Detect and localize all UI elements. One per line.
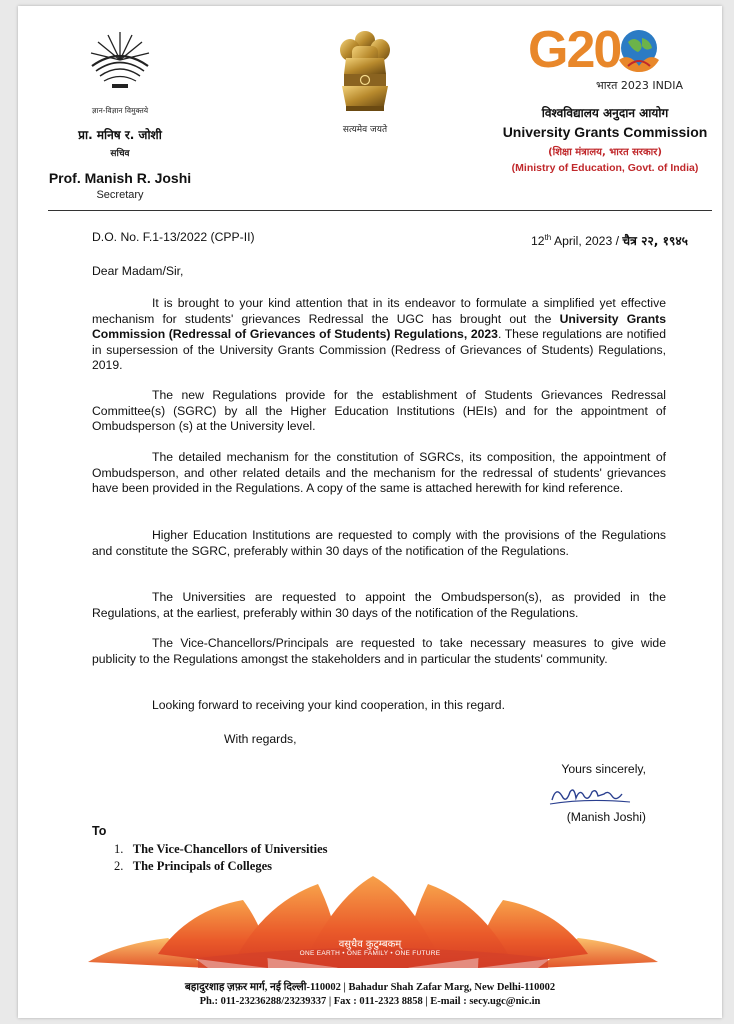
signatory-name: (Manish Joshi) bbox=[566, 810, 646, 824]
emblem-motto: ज्ञान-विज्ञान विमुक्तये bbox=[91, 106, 149, 115]
org-name-english: University Grants Commission bbox=[502, 124, 708, 140]
header-divider bbox=[48, 210, 712, 211]
signature-image bbox=[546, 782, 636, 808]
name-english: Prof. Manish R. Joshi bbox=[48, 170, 192, 186]
recipient-list bbox=[114, 842, 328, 876]
recipient-1: 1. The Vice-Chancellors of Universities bbox=[114, 842, 328, 856]
g20-logo bbox=[528, 20, 678, 80]
ministry-english: (Ministry of Education, Govt. of India) bbox=[511, 162, 699, 174]
letter-page bbox=[18, 6, 722, 1018]
letter-date: 12th April, 2023 / चैत्र २२, १९४५ bbox=[531, 233, 688, 249]
ministry-hindi: (शिक्षा मंत्रालय, भारत सरकार) bbox=[548, 147, 662, 158]
g20-wordmark: G20 bbox=[528, 21, 621, 79]
lotus-globe-icon bbox=[614, 26, 664, 76]
recipient-2: 2. The Principals of Colleges bbox=[114, 859, 272, 873]
designation-hindi: सचिव bbox=[110, 149, 130, 159]
paragraph-7: Looking forward to receiving your kind cooperation, in this regard. bbox=[152, 698, 505, 712]
closing: Yours sincerely, bbox=[561, 762, 646, 776]
salutation: Dear Madam/Sir, bbox=[92, 264, 184, 278]
to-label: To bbox=[92, 824, 107, 838]
footer-address: बहादुरशाह ज़फ़र मार्ग, नई दिल्ली-110002 | Bahadur Shah Zafar Marg, New Delhi-110002 bbox=[184, 982, 556, 993]
footer-motto-english: ONE EARTH • ONE FAMILY • ONE FUTURE bbox=[299, 950, 441, 957]
paragraph-2: The new Regulations provide for the establishment of Students Grievances Redressal Committee(s) (SGRC) by all the Higher Education Institutions (HEIs) and for the appointment of Ombudsperson (s) at the University level. bbox=[92, 388, 666, 434]
paragraph-5: The Universities are requested to appoint the Ombudsperson(s), as provided in the Regulations, at the earliest, preferably within 30 days of the notification of the Regulations. bbox=[92, 590, 666, 620]
footer-contact: Ph.: 011-23236288/23239337 | Fax : 011-2323 8858 | E-mail : secy.ugc@nic.in bbox=[199, 996, 541, 1007]
name-hindi: प्रा. मनिष र. जोशी bbox=[78, 128, 162, 142]
ugc-emblem-icon bbox=[84, 26, 156, 98]
footer-motto-hindi: वसुधैव कुटुम्बकम् bbox=[338, 939, 402, 950]
paragraph-6: The Vice-Chancellors/Principals are requested to take necessary measures to give wide publicity to the Regulations amongst the stakeholders and in particular the students' community. bbox=[92, 636, 666, 666]
org-name-hindi: विश्वविद्यालय अनुदान आयोग bbox=[541, 106, 669, 120]
paragraph-4: Higher Education Institutions are requested to comply with the provisions of the Regulations and constitute the SGRC, preferably within 30 days of the notification of the Regulations. bbox=[92, 528, 666, 558]
paragraph-3: The detailed mechanism for the constitution of SGRCs, its composition, the appointment of Ombudsperson, and other related details and the mechanism for the redressal of students' grievances have been provided in the Regulations. A copy of the same is attached herewith for kind reference. bbox=[92, 450, 666, 496]
paragraph-1: It is brought to your kind attention that in its endeavor to formulate a simplified yet effective mechanism for students' grievances Redressal the UGC has brought out the University Grants Commission (Redressal of Grievances of Students) Regulations, 2023. These regulations are notified in supersession of the University Grants Commission (Redress of Grievances of Students) Regulations, 2019. bbox=[92, 296, 666, 373]
designation-english: Secretary bbox=[96, 189, 144, 201]
with-regards: With regards, bbox=[224, 732, 297, 746]
g20-subtitle: भारत 2023 INDIA bbox=[596, 79, 684, 92]
reference-number: D.O. No. F.1-13/2022 (CPP-II) bbox=[92, 230, 255, 244]
state-emblem-icon bbox=[336, 28, 394, 116]
satyameva-jayate: सत्यमेव जयते bbox=[342, 125, 388, 135]
